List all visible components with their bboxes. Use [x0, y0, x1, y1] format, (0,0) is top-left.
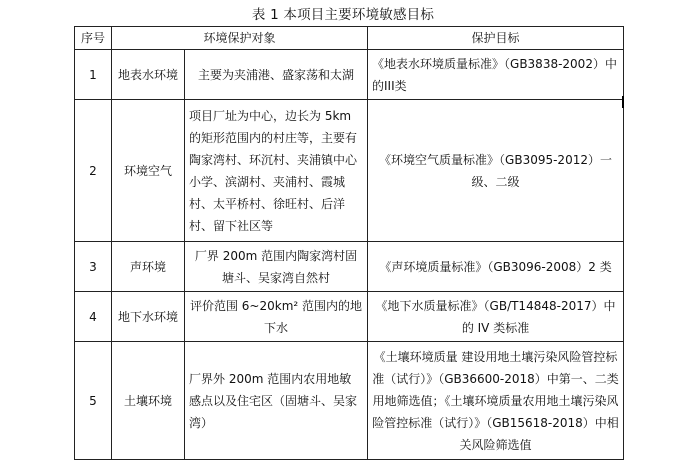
row-object: 主要为夹浦港、盛家荡和太湖: [185, 50, 368, 100]
row-object: 项目厂址为中心，边长为 5km 的矩形范围内的村庄等，主要有陶家湾村、环沉村、夹浦镇中心小学、滨湖村、夹浦村、霞城村、太平桥村、徐旺村、后洋村、留下社区等: [185, 100, 368, 242]
table-row: [75, 342, 624, 460]
row-object: 厂界外 200m 范围内农用地敏感点以及住宅区（固塘斗、吴家湾）: [185, 342, 368, 460]
header-no: 序号: [75, 27, 112, 50]
table-row: [75, 50, 624, 100]
row-target: 《地下水质量标准》（GB/T14848-2017）中的 IV 类标准: [368, 292, 624, 342]
text-cursor: [622, 96, 624, 108]
row-target: 《地表水环境质量标准》（GB3838-2002）中的III类: [368, 50, 624, 100]
header-target: 保护目标: [368, 27, 624, 50]
row-category: 地表水环境: [112, 50, 185, 100]
table-row: [75, 292, 624, 342]
row-no: 5: [75, 342, 112, 460]
table-title: 表 1 本项目主要环境敏感目标: [251, 7, 435, 23]
table-row: [75, 242, 624, 292]
header-object: 环境保护对象: [112, 27, 368, 50]
row-category: 声环境: [112, 242, 185, 292]
row-category: 土壤环境: [112, 342, 185, 460]
row-target: 《环境空气质量标准》（GB3095-2012）一级、二级: [368, 100, 624, 242]
table-header-row: [75, 27, 624, 50]
row-no: 1: [75, 50, 112, 100]
row-no: 3: [75, 242, 112, 292]
table-row: [75, 100, 624, 242]
row-object: 评价范围 6~20km² 范围内的地下水: [185, 292, 368, 342]
row-category: 环境空气: [112, 100, 185, 242]
row-target: 《声环境质量标准》（GB3096-2008）2 类: [368, 242, 624, 292]
row-no: 2: [75, 100, 112, 242]
row-no: 4: [75, 292, 112, 342]
sensitive-targets-table: [74, 26, 624, 460]
row-object: 厂界 200m 范围内陶家湾村固塘斗、吴家湾自然村: [185, 242, 368, 292]
row-category: 地下水环境: [112, 292, 185, 342]
row-target: 《土壤环境质量 建设用地土壤污染风险管控标准（试行）》（GB36600-2018）中第一、二类用地筛选值；《土壤环境质量农用地土壤污染风险管控标准（试行）》（GB15618-2018）中相关风险筛选值: [368, 342, 624, 460]
